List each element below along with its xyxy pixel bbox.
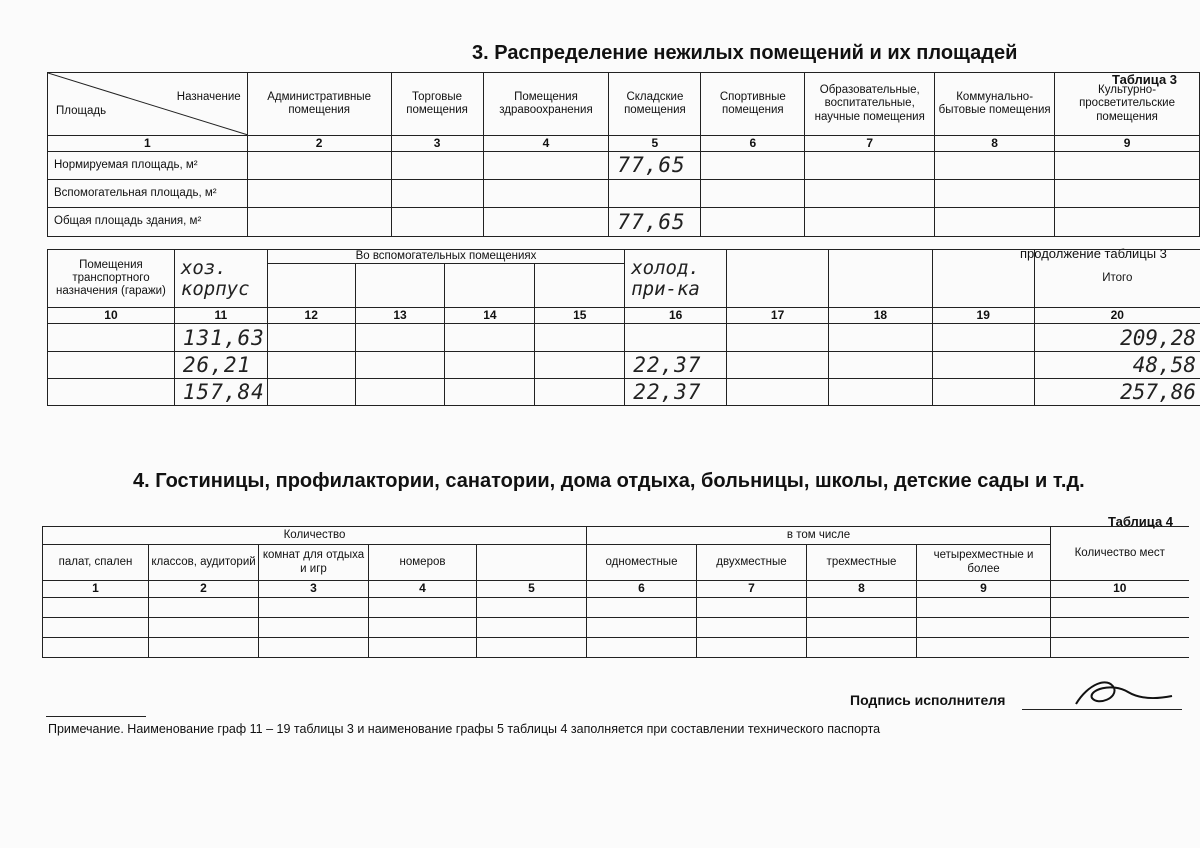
quantity-header: Количество [43,527,587,545]
table3-number-row [48,136,1200,152]
table3b-row-auxiliary [48,352,1200,379]
table4-header: номеров [369,545,477,581]
col-number: 1 [48,136,248,152]
col-number: 3 [391,136,483,152]
col-number: 15 [535,308,625,324]
table4-number: Таблица 4 [1108,514,1174,529]
table3-title: 3. Распределение нежилых помещений и их площадей [472,42,1018,64]
table3-header: Спортивные помещения [701,73,805,136]
col-number: 20 [1034,308,1200,324]
table3-header: Культурно-просветительские помещения [1055,73,1200,136]
table3-continuation-table [47,249,1200,406]
table4-title: 4. Гостиницы, профилактории, санатории, дома отдыха, больницы, школы, детские сады и т.д. [133,470,1085,492]
table3-header: Административные помещения [247,73,391,136]
row-label: Вспомогательная площадь, м² [48,180,248,208]
col-number: 18 [828,308,932,324]
note-divider [46,716,146,717]
table3-number: Таблица 3 [1112,72,1178,87]
col-number: 10 [48,308,175,324]
col-number: 16 [625,308,727,324]
col-number: 6 [701,136,805,152]
storage-area-value: 77,65 [609,152,701,180]
table4-empty-row [43,638,1189,658]
col-number: 8 [807,581,917,598]
col-number: 9 [1055,136,1200,152]
including-header: в том числе [587,527,1051,545]
table3 [47,72,1200,237]
col-number: 5 [609,136,701,152]
table4-empty-row [43,598,1189,618]
col-number: 11 [174,308,267,324]
col-number: 3 [259,581,369,598]
table3-header: Складские помещения [609,73,701,136]
storage-area-value: 77,65 [609,208,701,237]
col16-value: 22,37 [625,379,727,406]
total-value: 209,28 [1034,324,1200,352]
col11-value: 26,21 [174,352,267,379]
table3-header-row [48,73,1200,136]
total-value: 48,58 [1034,352,1200,379]
row-label: Нормируемая площадь, м² [48,152,248,180]
col-number: 10 [1051,581,1189,598]
table3-row-normed [48,152,1200,180]
table4-header: комнат для отдыха и игр [259,545,369,581]
table3-header: Торговые помещения [391,73,483,136]
table4-number-row [43,581,1189,598]
col-number: 14 [445,308,535,324]
total-value: 257,86 [1034,379,1200,406]
col-number: 6 [587,581,697,598]
corner-purpose-label: Назначение [176,91,241,103]
table4-empty-row [43,618,1189,638]
corner-area-label: Площадь [56,105,107,117]
col-number: 2 [149,581,259,598]
col11-value: 131,63 [174,324,267,352]
table3-header: Образовательные, воспитательные, научные помещения [805,73,935,136]
table3b-row-total [48,379,1200,406]
table3b-number-row [48,308,1200,324]
col11-value: 157,84 [174,379,267,406]
table4-header: трехместные [807,545,917,581]
total-header: Итого [1034,250,1200,308]
table3-row-total [48,208,1200,237]
row-label: Общая площадь здания, м² [48,208,248,237]
col16-value [625,324,727,352]
handwritten-col16-header: холод. при-ка [625,250,727,308]
col16-value: 22,37 [625,352,727,379]
col-number: 2 [247,136,391,152]
col-number: 1 [43,581,149,598]
col-number: 13 [355,308,445,324]
col-number: 7 [697,581,807,598]
storage-area-value [609,180,701,208]
auxiliary-premises-header: Во вспомогательных помещениях [267,250,624,264]
col-number: 7 [805,136,935,152]
table4-header-row-1 [43,527,1189,545]
table3b-header-row-1 [48,250,1200,264]
col-number: 5 [477,581,587,598]
table3-header: Помещения здравоохранения [483,73,609,136]
table4-header-row-2 [43,545,1189,581]
col-number: 19 [932,308,1034,324]
footnote: Примечание. Наименование граф 11 – 19 таблицы 3 и наименование графы 5 таблицы 4 заполняется при составлении технического паспорта [48,722,881,736]
col-number: 9 [917,581,1051,598]
signature-scribble [1068,674,1178,714]
table4-header: четырехместные и более [917,545,1051,581]
table4 [42,526,1189,658]
table4-header: одноместные [587,545,697,581]
table4-header: классов, аудиторий [149,545,259,581]
col-number: 12 [267,308,355,324]
table4-header [477,545,587,581]
table3-corner-cell [48,73,248,136]
table4-header: двухместные [697,545,807,581]
table3b-row-normed [48,324,1200,352]
handwritten-col11-header: хоз. корпус [174,250,267,308]
table3-continuation: продолжение таблицы 3 [1020,246,1167,261]
col-number: 17 [727,308,829,324]
table3-row-auxiliary [48,180,1200,208]
col-number: 4 [369,581,477,598]
signature-label: Подпись исполнителя [850,692,1006,708]
garage-header: Помещения транспортного назначения (гаражи) [48,250,175,308]
table4-header: Количество мест [1051,527,1189,581]
table3-header: Коммунально-бытовые помещения [935,73,1055,136]
col-number: 4 [483,136,609,152]
col-number: 8 [935,136,1055,152]
table4-header: палат, спален [43,545,149,581]
